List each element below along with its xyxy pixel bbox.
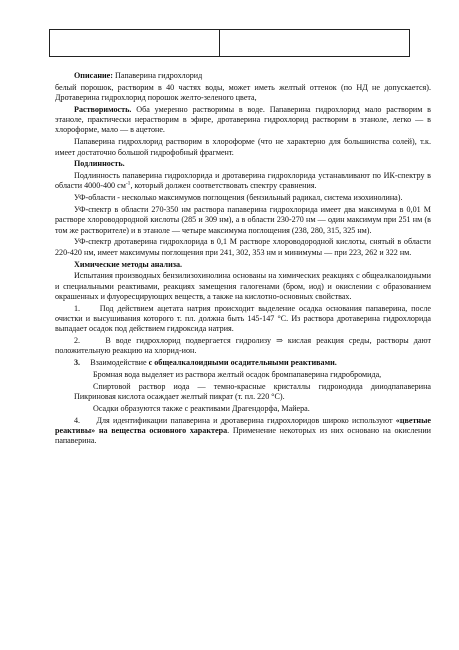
chemical-methods-intro: Испытания производных бензилизохинолина основаны на химических реакциях с общеалкалоидными и специальными реактивами, реакциях замещения галогенами (бром, иод) и окислении с образованием окрашенных и флуоресцирующих веществ, а также на кислотно-основных свойствах.	[55, 271, 431, 301]
list-item-3: 3. Взаимодействие с общеалкалоидными осадительными реактивами.	[74, 358, 337, 368]
list-item-4: 4. Для идентификации папаверина и дротаверина гидрохлоридов широко используют «цветные реактивы» на вещества основного характера. Применение некоторых из них основано на окислении папаверина.	[55, 415, 431, 446]
list-item-3-reagents: Осадки образуются также с реактивами Драгендорфа, Майера.	[93, 403, 310, 413]
list-item-3-bromine: Бромная вода выделяет из раствора желтый осадок бромпапаверина гидробромида,	[93, 370, 382, 380]
list-item-2: 2. В воде гидрохлорид подвергается гидролизу ⇒ кислая реакция среды, растворы дают положительную реакцию на хлорид-ион.	[55, 336, 431, 356]
document-body	[55, 71, 431, 448]
authenticity-heading: Подлинность.	[74, 159, 125, 169]
uv-maxima: УФ-области - несколько максимумов поглощения (бензильный радикал, система изохинолина).	[74, 193, 403, 203]
solubility-paragraph: Растворимость. Оба умеренно растворимы в воде. Папаверина гидрохлорид мало растворим в этаноле, практически нерастворим в эфире, дротаверина гидрохлорид растворим в этаноле, легко — в хлороформе, мало — в ацетоне.	[55, 104, 431, 135]
description-text: белый порошок, растворим в 40 частях воды, может иметь желтый оттенок (по НД не допускается). Дротаверина гидрохлорид порошок желто-зеленого цвета,	[55, 82, 431, 103]
chemical-methods-heading: Химические методы анализа.	[74, 259, 183, 269]
solubility-label: Растворимость.	[74, 104, 132, 114]
uv-drotaverine: УФ-спектр дротаверина гидрохлорида в 0,1 М растворе хлороводородной кислоты, снятый в области 220-420 нм, имеет максимумы поглощения при 241, 302, 353 нм и минимумы — при 223, 262 и 322 нм.	[55, 237, 431, 257]
description-label: Описание:	[74, 71, 113, 80]
header-table-cell-left	[50, 30, 220, 56]
header-table-cell-right	[220, 30, 409, 56]
header-table	[49, 29, 410, 57]
list-item-1: 1. Под действием ацетата натрия происходит выделение осадка основания папаверина, после очистки и высушивания которого т. пл. должна быть 145-147 °С. Из раствора дротаверина гидрохлорида выпадает осадок под действием гидроксида натрия.	[55, 303, 431, 334]
authenticity-ir: Подлинность папаверина гидрохлорида и дротаверина гидрохлорида устанавливают по ИК-спектру в области 4000-400 $см^{-1}$, который должен соответствовать спектру сравнения.	[55, 171, 431, 191]
solubility-chloroform: Папаверина гидрохлорид растворим в хлороформе (что не характерно для большинства солей), т.к. имеет достаточно большой гидрофобный фрагмент.	[55, 137, 431, 157]
description-line: Описание: Папаверина гидрохлорид	[74, 71, 203, 80]
list-item-3-iodine: Спиртовой раствор иода — темно-красные кристаллы гидроиодида дииодпапаверина Пикриновая кислота осаждает желтый пикрат (т. пл. 220 °С).	[74, 381, 431, 402]
uv-papaverine: УФ-спектр в области 270-350 нм раствора папаверина гидрохлорида имеет два максимума в 0,01 М растворе хлороводородной кислоты (285 и 309 нм), а в области 230-270 нм — один максимум при 251 нм (в том же растворителе) и в этаноле — четыре максимума поглощения (238, 280, 315, 325 нм).	[55, 205, 431, 235]
